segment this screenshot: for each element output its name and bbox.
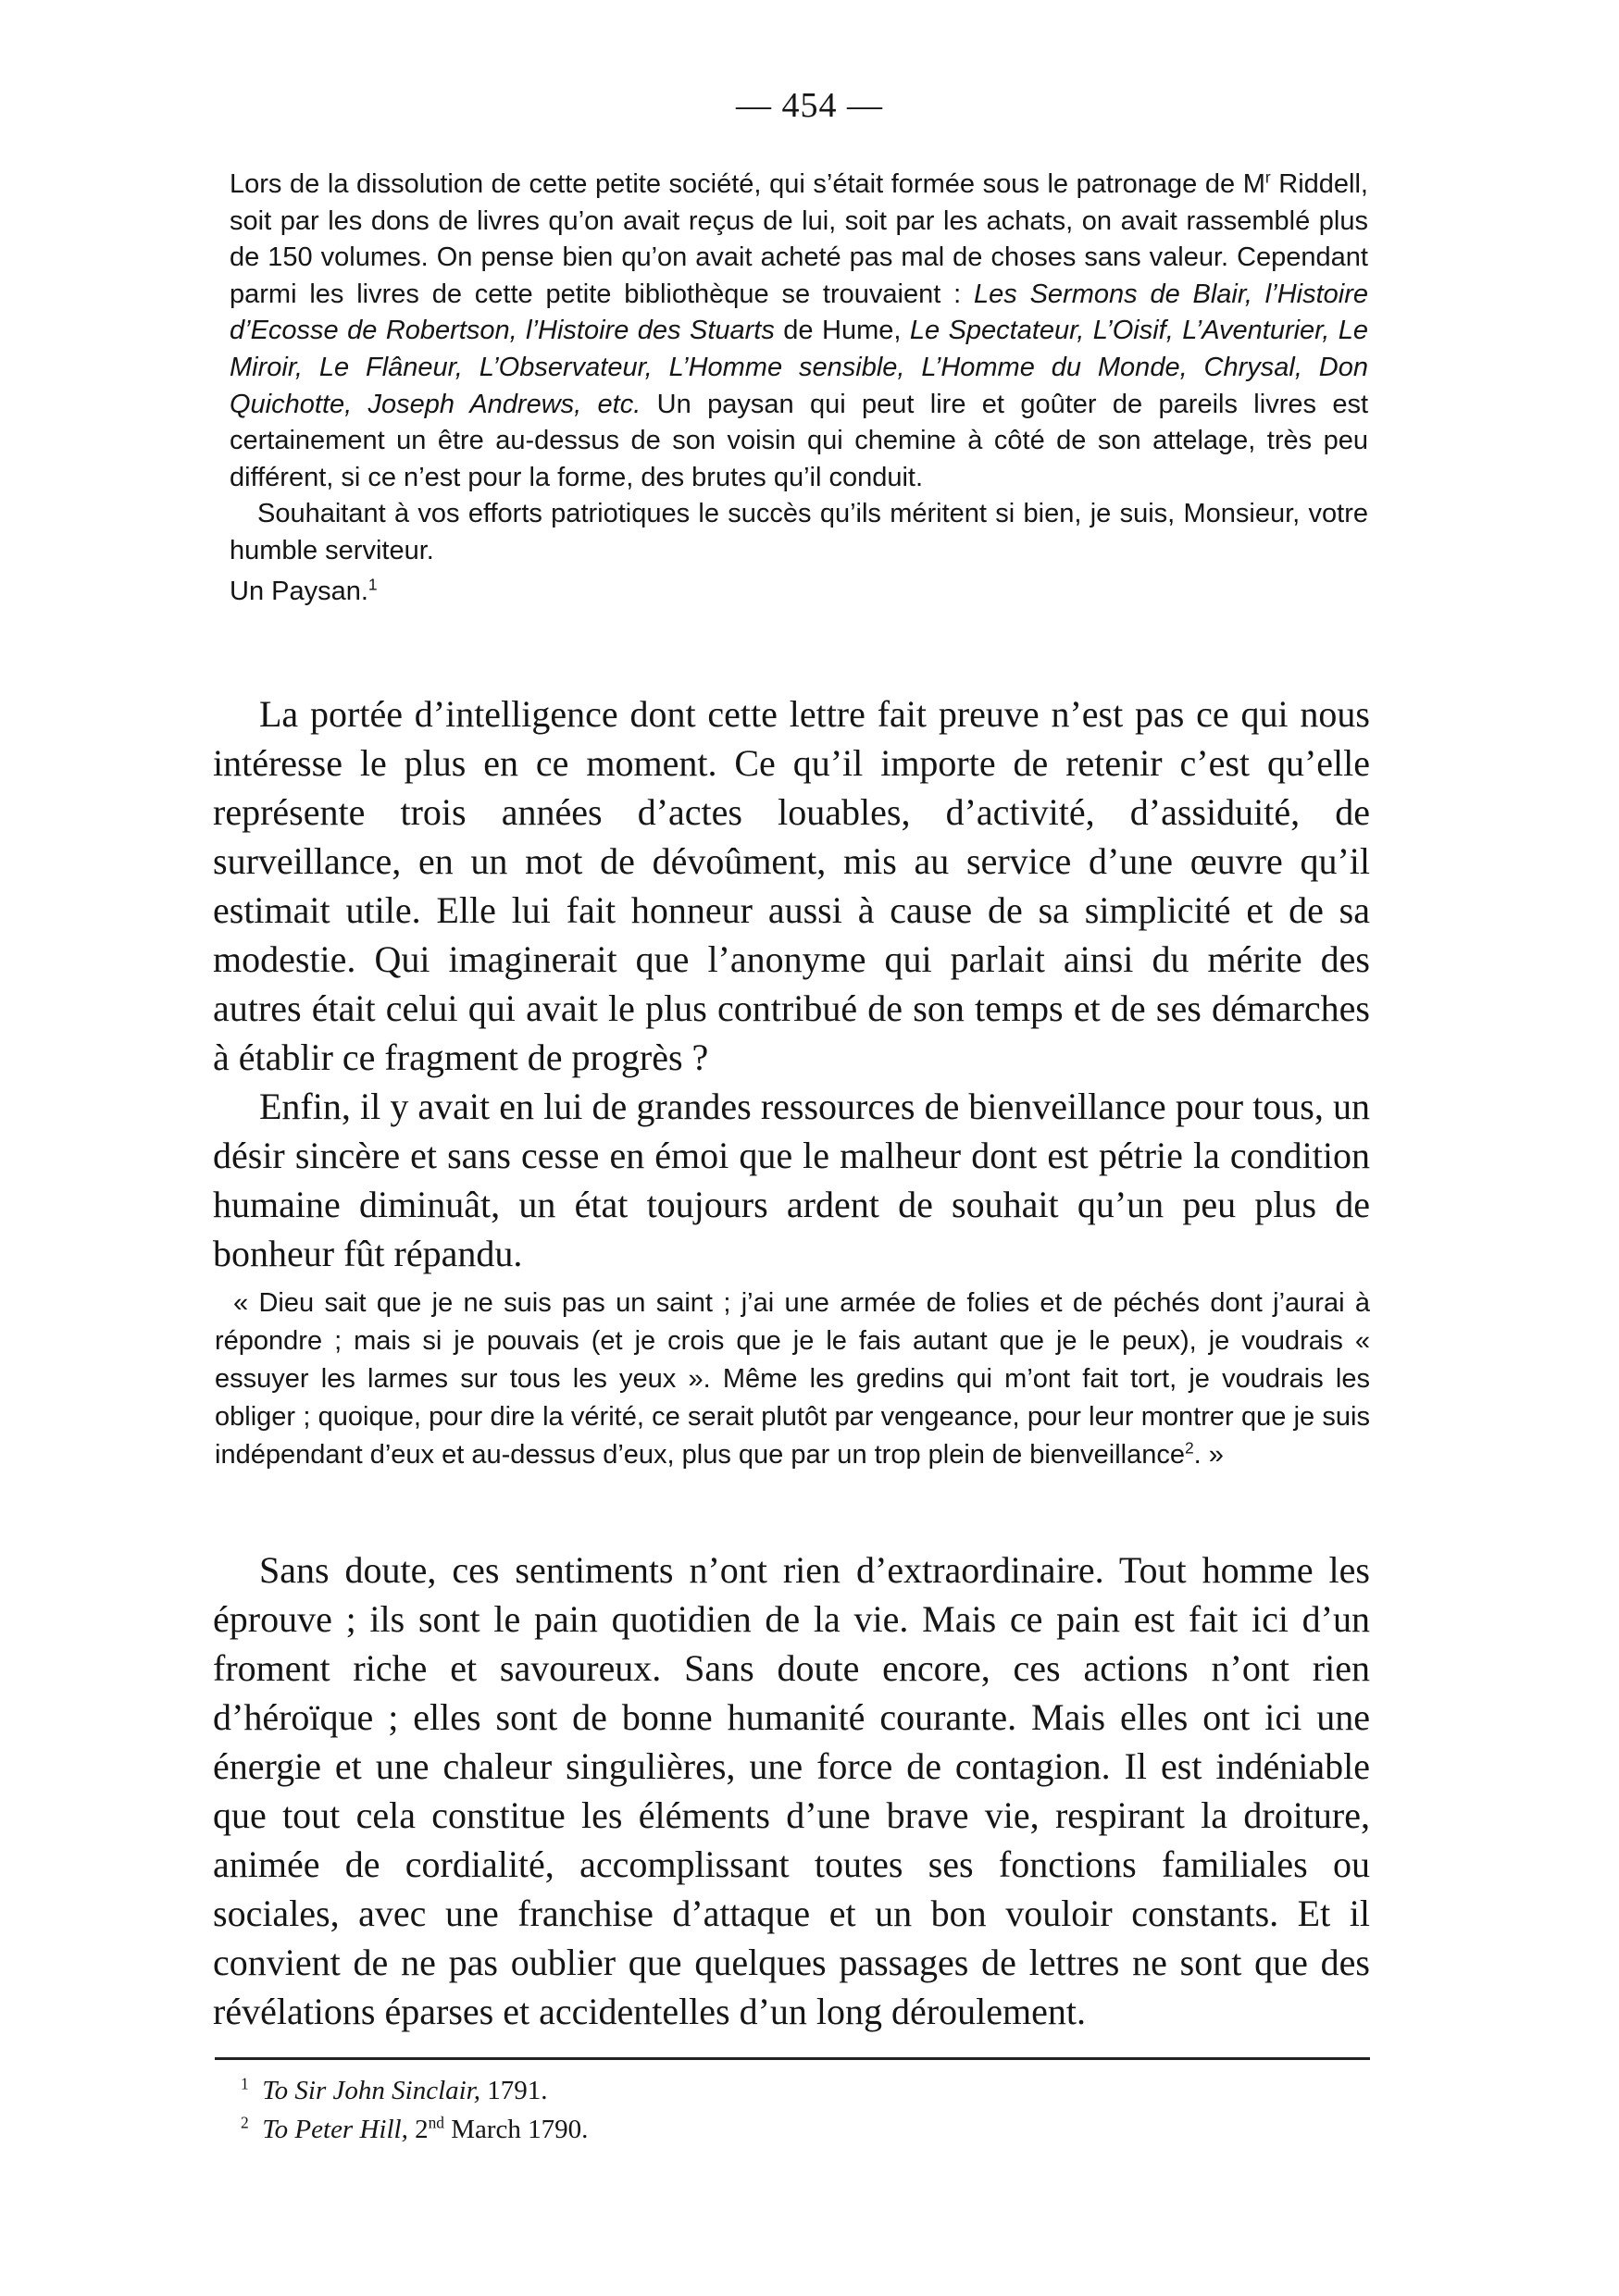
body-section-2 [213,1545,1370,2036]
book-titles-2: Le Spectateur, L’Oisif, L’Aventurier, Le Miroir, Le Flâneur, L’Observateur, L’Homme sensible, L’Homme du Monde, Chrysal, Don Quichotte, Joseph Andrews, etc. [230,316,1369,419]
letter-signature: Un Paysan.$^1$ [230,574,378,606]
footnote-ref-2: 2 [1184,1438,1194,1458]
block-quote: « Dieu sait que je ne suis pas un saint ; j’ai une armée de folies et de péchés dont j’aurai à répondre ; mais si je pouvais (et je crois que je le fais autant que je le peux), je voudrais « essuyer les larmes sur tous les yeux ». Même les gredins qui m’ont fait tort, je voudrais les obliger ; quoique, pour dire la vérité, ce serait plutôt par vengeance, pour leur montrer que je suis indépendant d’eux et au-dessus d’eux, plus que par un trop plein de bienveillance$^2$. » [215,1288,1370,1470]
footnote-divider [215,2057,1370,2060]
body-paragraph-2: Enfin, il y avait en lui de grandes ressources de bienveillance pour tous, un désir sincère et sans cesse en émoi que le malheur dont est pétrie la condition humaine diminuât, un état toujours ardent de souhait qu’un peu plus de bonheur fût répandu. [213,1086,1370,1274]
letter-paragraph-1: Lors de la dissolution de cette petite société, qui s’était formée sous le patronage de $M^r$ Riddell, soit par les dons de livres qu’on avait reçus de lui, soit par les achats, on avait rassemblé plus de 150 volumes. On pense bien qu’on avait acheté pas mal de choses sans valeur. Cependant parmi les livres de cette petite bibliothèque se trouvaient : Les Sermons de Blair, l’Histoire d’Ecosse de Robertson, l’Histoire des Stuarts de Hume, Le Spectateur, L’Oisif, L’Aventurier, Le Miroir, Le Flâneur, L’Observateur, L’Homme sensible, L’Homme du Monde, Chrysal, Don Quichotte, Joseph Andrews, etc. Un paysan qui peut lire et goûter de pareils livres est certainement un être au-dessus de son voisin qui chemine à côté de son attelage, très peu différent, si ce n’est pour la forme, des brutes qu’il conduit. [230,168,1369,492]
footnote-2: $^2$ To Peter Hill, 2nd March 1790. [241,2113,589,2144]
footnote-ref-1: 1 [367,574,378,593]
letter-paragraph-2: Souhaitant à vos efforts patriotiques le succès qu’ils méritent si bien, je suis, Monsieur, votre humble serviteur. [230,499,1368,565]
quoted-letter [230,167,1368,610]
book-titles: Les Sermons de Blair, l’Histoire d’Ecosse de Robertson, l’Histoire des Stuarts [230,279,1368,346]
footnote-1: $^1$ To Sir John Sinclair, 1791. [241,2074,548,2105]
footnotes [241,2071,1351,2149]
page-number: — 454 — [736,86,883,125]
body-section-1 [213,689,1370,1278]
body-paragraph-3: Sans doute, ces sentiments n’ont rien d’extraordinaire. Tout homme les éprouve ; ils sont le pain quotidien de la vie. Mais ce pain est fait ici d’un froment riche et savoureux. Sans doute encore, ces actions n’ont rien d’héroïque ; elles sont de bonne humanité courante. Mais elles ont ici une énergie et une chaleur singulières, une force de contagion. Il est indéniable que tout cela constitue les éléments d’une brave vie, respirant la droiture, animée de cordialité, accomplissant toutes ses fonctions familiales ou sociales, avec une franchise d’attaque et un bon vouloir constants. Et il convient de ne pas oublier que quelques passages de lettres ne sont que des révélations éparses et accidentelles d’un long déroulement. [213,1549,1370,2032]
body-paragraph-1: La portée d’intelligence dont cette lettre fait preuve n’est pas ce qui nous intéresse le plus en ce moment. Ce qu’il importe de retenir c’est qu’elle représente trois années d’actes louables, d’activité, d’assiduité, de surveillance, en un mot de dévoûment, mis au service d’une œuvre qu’il estimait utile. Elle lui fait honneur aussi à cause de sa simplicité et de sa modestie. Qui imaginerait que l’anonyme qui parlait ainsi du mérite des autres était celui qui avait le plus contribué de son temps et de ses démarches à établir ce fragment de progrès ? [213,693,1370,1078]
